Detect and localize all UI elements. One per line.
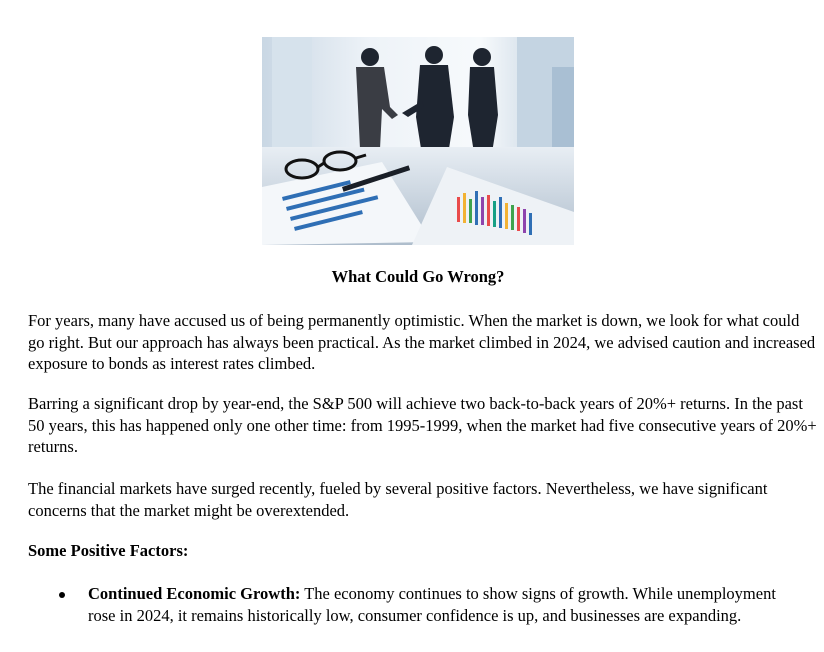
bullet-text: The economy continues to show signs of growth. While unemployment rose in 2024, it remains historically low, consumer confidence is up, and businesses are expanding. — [88, 584, 776, 625]
article-title: What Could Go Wrong? — [331, 267, 505, 286]
bullet-heading: Continued Economic Growth: — [88, 584, 301, 603]
section-heading-positive-factors: Some Positive Factors: — [28, 541, 189, 560]
hero-image — [262, 37, 574, 245]
paragraph-optimism: For years, many have accused us of being permanently optimistic. When the market is down, we look for what could go right. But our approach has always been practical. As the market climbed in 2024, we advised caution and increased exposure to bonds as interest rates climbed. — [28, 311, 816, 373]
bullet-icon — [59, 592, 65, 598]
list-item — [56, 583, 776, 626]
paragraph-sp500-returns: Barring a significant drop by year-end, the S&P 500 will achieve two back-to-back years of 20%+ returns. In the past 50 years, this has happened only one other time: from 1995-1999, when the market had five consecutive years of 20%+ returns. — [28, 394, 817, 456]
paragraph-market-concerns: The financial markets have surged recently, fueled by several positive factors. Nevertheless, we have significant concerns that the market might be overextended. — [28, 479, 768, 520]
positive-factors-list — [56, 583, 776, 626]
